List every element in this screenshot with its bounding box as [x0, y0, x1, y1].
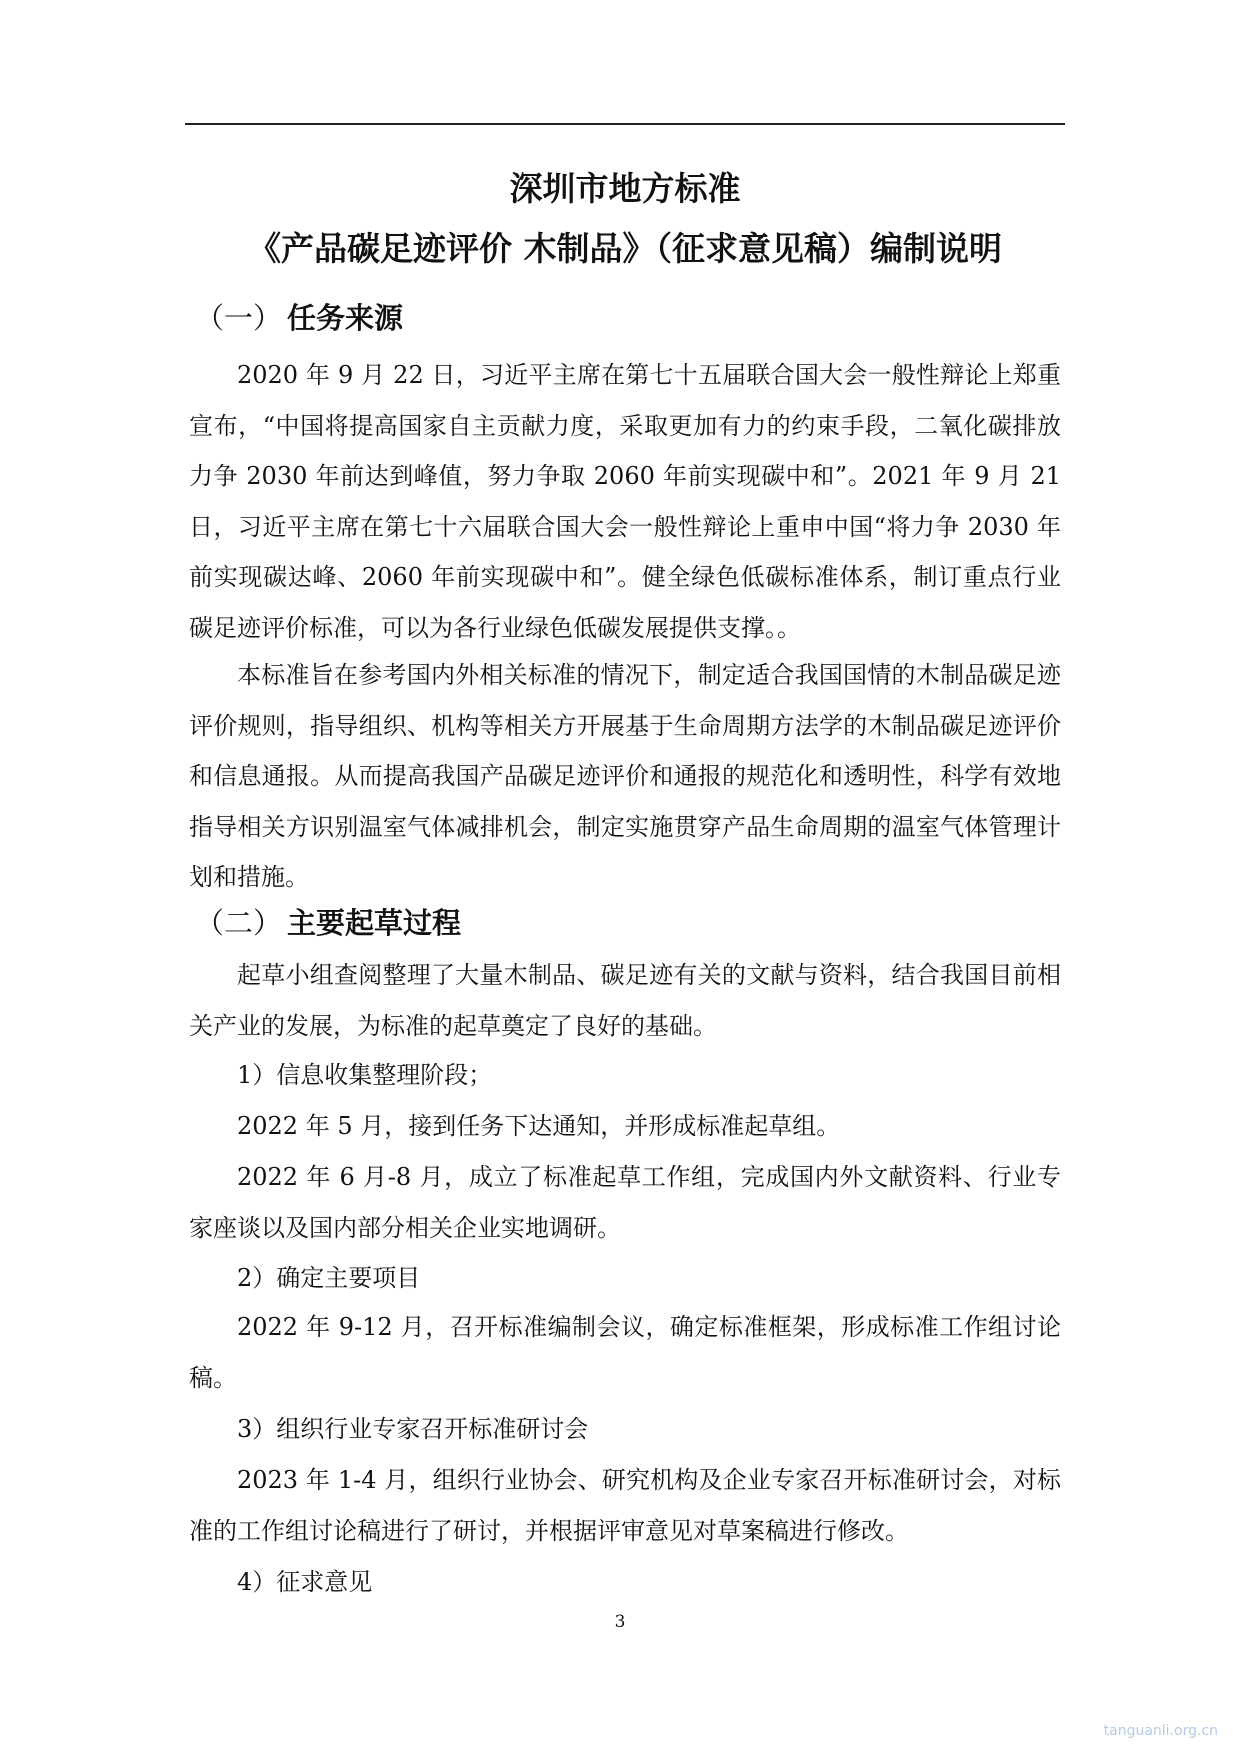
step-1-label: 1）信息收集整理阶段；	[237, 1061, 493, 1089]
step-1-item-2: 2022 年 6 月-8 月，成立了标准起草工作组，完成国内外文献资料、行业专家座谈以及国内部分相关企业实地调研。	[189, 1163, 1061, 1242]
step-3-label: 3）组织行业专家召开标准研讨会	[237, 1415, 589, 1443]
section-number-2: （二）	[195, 906, 283, 940]
section-title-2: 主要起草过程	[287, 906, 462, 940]
step-2-item: 2022 年 9-12 月，召开标准编制会议，确定标准框架，形成标准工作组讨论稿。	[189, 1313, 1061, 1392]
step-1-item-1: 2022 年 5 月，接到任务下达通知，并形成标准起草组。	[237, 1112, 841, 1140]
watermark-text: tanguanli.org.cn	[1103, 1723, 1218, 1739]
step-4-label: 4）征求意见	[237, 1568, 373, 1596]
section-number-1: （一）	[195, 301, 283, 335]
section-title-1: 任务来源	[287, 301, 404, 335]
header-rule	[185, 123, 1065, 125]
step-2-label: 2）确定主要项目	[237, 1264, 421, 1292]
step-3-item: 2023 年 1-4 月，组织行业协会、研究机构及企业专家召开标准研讨会，对标准的工作组讨论稿进行了研讨，并根据评审意见对草案稿进行修改。	[189, 1466, 1061, 1545]
document-title-line2: 《产品碳足迹评价 木制品》（征求意见稿）编制说明	[248, 229, 1002, 268]
page-number: 3	[614, 1612, 626, 1632]
paragraph-drafting-intro: 起草小组查阅整理了大量木制品、碳足迹有关的文献与资料，结合我国目前相关产业的发展，为标准的起草奠定了良好的基础。	[189, 961, 1061, 1040]
paragraph-task-source-2: 本标准旨在参考国内外相关标准的情况下，制定适合我国国情的木制品碳足迹评价规则，指导组织、机构等相关方开展基于生命周期方法学的木制品碳足迹评价和信息通报。从而提高我国产品碳足迹评价和通报的规范化和透明性，科学有效地指导相关方识别温室气体减排机会，制定实施贯穿产品生命周期的温室气体管理计划和措施。	[189, 661, 1061, 892]
paragraph-task-source-1: 2020 年 9 月 22 日，习近平主席在第七十五届联合国大会一般性辩论上郑重宣布，“中国将提高国家自主贡献力度，采取更加有力的约束手段，二氧化碳排放力争 2030 年前达到峰值，努力争取 2060 年前实现碳中和”。2021 年 9 月 21 日，习近平主席在第七十六届联合国大会一般性辩论上重申中国“将力争 2030 年前实现碳达峰、2060 年前实现碳中和”。健全绿色低碳标准体系，制订重点行业碳足迹评价标准，可以为各行业绿色低碳发展提供支撑。。	[189, 361, 1061, 642]
section-heading-1	[195, 296, 403, 337]
document-title-line1: 深圳市地方标准	[509, 169, 741, 208]
section-heading-2	[195, 901, 461, 942]
